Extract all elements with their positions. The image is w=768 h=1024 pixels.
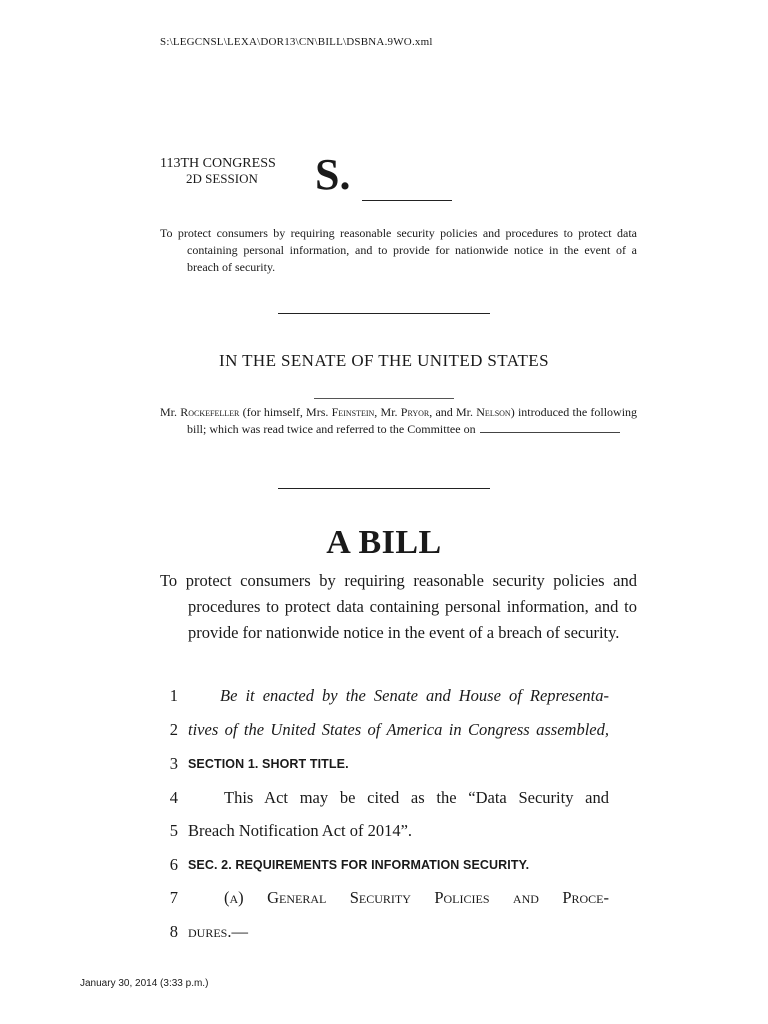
line-number: 7 [169,888,178,907]
session-label: 2D SESSION [186,171,258,186]
footer-timestamp: January 30, 2014 (3:33 p.m.) [80,978,209,989]
section-2-heading: SEC. 2. REQUIREMENTS FOR INFORMATION SECURITY. [188,858,530,872]
sponsor-text-1: (for himself, Mrs. [242,405,329,419]
section-1-heading: SECTION 1. SHORT TITLE. [188,757,349,771]
sponsor-pryor: Pryor [400,405,430,419]
bill-title: A BILL [326,524,442,561]
line-number: 3 [169,754,178,773]
line-number: 1 [169,686,178,705]
line-number: 6 [169,855,178,874]
sponsor-feinstein: Feinstein [331,405,375,419]
divider-rule-2 [278,488,490,489]
short-title-text-2: Breach Notification Act of 2014”. [188,821,413,840]
enacting-clause-2: tives of the United States of America in Congress assembled, [188,720,609,739]
congress-label: 113TH CONGRESS [160,156,276,171]
short-title-text-1: This Act may be cited as the “Data Security and [224,788,609,807]
line-number: 5 [169,821,178,840]
short-purpose: To protect consumers by requiring reasonable security policies and procedures to protect data containing personal information, and to provide for nationwide notice in the event of a breach of security. [160,226,637,274]
sponsor-text-2: , Mr. [374,405,398,419]
sponsors-paragraph [160,404,637,438]
line-number: 2 [169,720,178,739]
thin-divider [314,398,454,399]
subsection-a-heading-2: dures.— [188,922,248,941]
senate-heading: IN THE SENATE OF THE UNITED STATES [219,351,549,370]
sponsor-title: Mr. [160,405,178,419]
long-purpose: To protect consumers by requiring reasonable security policies and procedures to protect data containing personal information, and to provide for nationwide notice in the event of a breach of security. [160,571,637,642]
subsection-a-heading-1: (a) General Security Policies and Proce- [224,888,609,907]
sponsor-rockefeller: Rockefeller [180,405,240,419]
line-number: 8 [169,922,178,941]
file-path: S:\LEGCNSL\LEXA\DOR13\CN\BILL\DSBNA.9WO.xml [160,36,433,48]
sponsor-nelson: Nelson [476,405,511,419]
bill-number-blank [362,200,452,201]
sponsor-text-4: ) introduced the following bill; which was read twice and referred to the Committee on [187,405,638,436]
committee-blank [480,422,620,433]
enacting-clause-1: Be it enacted by the Senate and House of Representa- [220,686,609,705]
sponsor-text-3: , and Mr. [429,405,474,419]
divider-rule [278,313,490,314]
bill-prefix: S. [315,150,351,199]
line-number: 4 [169,788,178,807]
